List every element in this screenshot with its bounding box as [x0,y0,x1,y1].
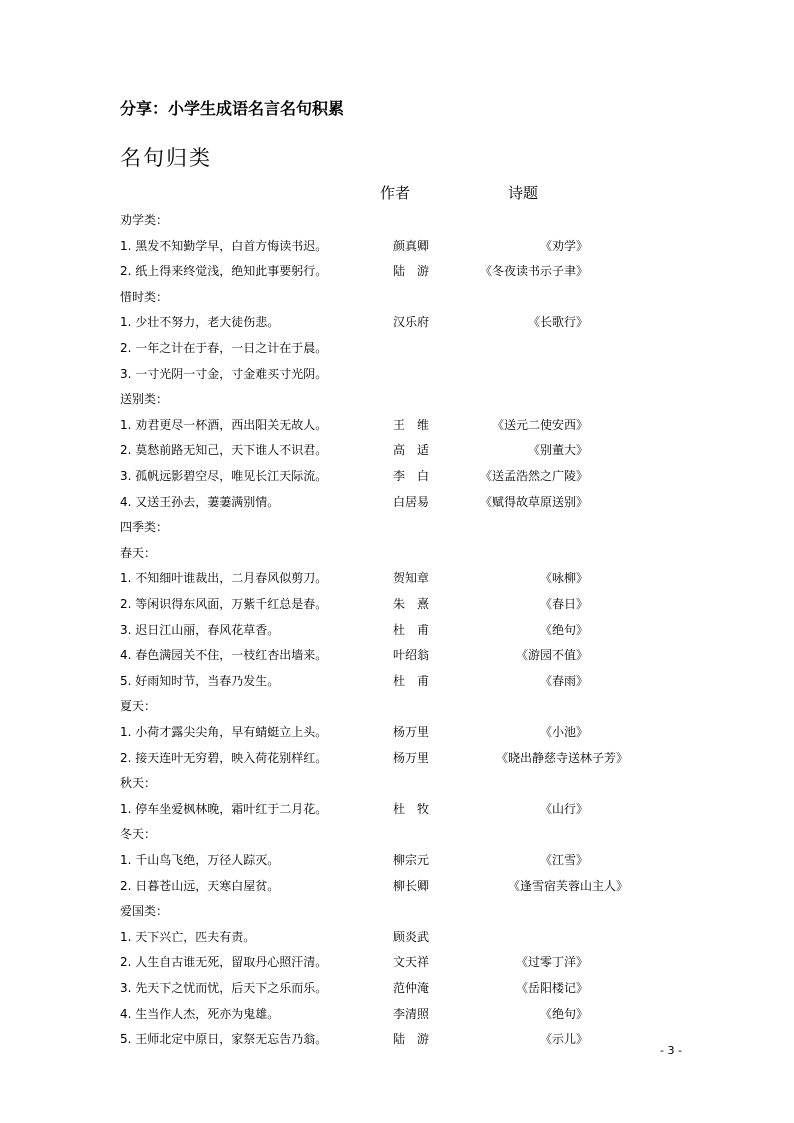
verse-row [120,671,680,691]
verse-poem-title: 《示儿》 [539,1032,588,1047]
verse-text: 送别类： [120,392,169,407]
verse-author: 王 维 [393,417,430,432]
verse-row [120,978,680,998]
verse-author: 白居易 [393,494,430,509]
verse-poem-title: 《过零丁洋》 [515,955,588,970]
verse-text: 爱国类： [120,904,169,919]
verse-author: 杜 甫 [393,673,430,688]
verse-author: 陆 游 [393,264,430,279]
verse-author: 柳长卿 [393,878,430,893]
verse-row [120,492,680,512]
verse-poem-title: 《游园不值》 [515,648,588,663]
verse-author: 颜真卿 [393,238,430,253]
verse-row [120,287,680,307]
verse-row [120,466,680,486]
verse-row [120,261,680,281]
verse-row [120,364,680,384]
verse-row [120,338,680,358]
verse-row [120,850,680,870]
verse-poem-title: 《岳阳楼记》 [515,981,588,995]
verse-author: 李清照 [393,1006,430,1021]
verse-poem-title: 《春雨》 [539,673,588,688]
verse-row [120,824,680,844]
verse-row [120,952,680,972]
verse-text: 5. 王师北定中原日，家祭无忘告乃翁。 [120,1032,328,1047]
verse-author: 汉乐府 [393,315,430,330]
verse-poem-title: 《山行》 [539,801,588,816]
poem-column-header: 诗题 [508,184,539,202]
verse-text: 1. 不知细叶谁裁出，二月春风似剪刀。 [120,571,328,586]
verse-text: 秋天： [120,776,157,791]
verse-author: 叶绍翁 [393,648,430,663]
page-number: - 3 - [660,1044,682,1057]
verse-poem-title: 《送孟浩然之广陵》 [479,469,588,483]
verse-text: 1. 劝君更尽一杯酒，西出阳关无故人。 [120,417,328,432]
verse-text: 2. 人生自古谁无死，留取丹心照汗清。 [120,955,328,970]
verse-author: 柳宗元 [393,853,430,867]
verse-row [120,1029,680,1049]
verse-row [120,389,680,409]
verse-row [120,594,680,614]
verse-row [120,236,680,256]
section-heading: 名句归类 [120,146,212,170]
verse-row [120,568,680,588]
verse-text: 3. 先天下之忧而忧，后天下之乐而乐。 [120,981,328,995]
verse-poem-title: 《江雪》 [539,853,588,867]
verse-poem-title: 《别董大》 [527,443,588,458]
verse-poem-title: 《逢雪宿芙蓉山主人》 [507,878,628,893]
verse-text: 夏天： [120,699,157,714]
verse-text: 2. 日暮苍山远，天寒白屋贫。 [120,878,280,893]
document-title: 分享：小学生成语名言名句积累 [120,99,345,118]
verse-poem-title: 《咏柳》 [539,571,588,586]
verse-text: 3. 迟日江山丽，春风花草香。 [120,622,280,637]
verse-poem-title: 《小池》 [539,725,588,739]
verse-author: 贺知章 [393,571,430,586]
verse-text: 劝学类： [120,213,169,227]
verse-text: 4. 生当作人杰，死亦为鬼雄。 [120,1006,280,1021]
verse-text: 2. 接天连叶无穷碧，映入荷花别样红。 [120,750,328,765]
verse-poem-title: 《绝句》 [539,1006,588,1021]
verse-row [120,645,680,665]
verse-text: 5. 好雨知时节，当春乃发生。 [120,673,280,688]
verse-author: 范仲淹 [393,981,430,995]
verse-poem-title: 《送元二使安西》 [491,417,588,432]
verse-author: 高 适 [393,443,430,458]
verse-row [120,517,680,537]
verse-text: 1. 天下兴亡，匹夫有责。 [120,929,256,944]
verse-author: 朱 熹 [393,597,430,611]
verse-row [120,543,680,563]
verse-row [120,748,680,768]
verse-text: 3. 孤帆远影碧空尽，唯见长江天际流。 [120,469,328,483]
verse-text: 4. 春色满园关不住，一枝红杏出墙来。 [120,648,328,663]
verse-poem-title: 《冬夜读书示子聿》 [479,264,588,279]
verse-row [120,876,680,896]
verse-author: 顾炎武 [393,929,430,944]
verse-row [120,312,680,332]
verse-text: 2. 纸上得来终觉浅，绝知此事要躬行。 [120,264,328,279]
verse-text: 1. 少壮不努力，老大徒伤悲。 [120,315,280,330]
verse-text: 2. 等闲识得东风面，万紫千红总是春。 [120,597,328,611]
verse-text: 2. 一年之计在于春，一日之计在于晨。 [120,341,328,355]
verse-author: 李 白 [393,469,430,483]
verse-text: 1. 千山鸟飞绝，万径人踪灭。 [120,853,280,867]
verse-row [120,799,680,819]
verse-row [120,210,680,230]
verse-text: 四季类： [120,520,169,535]
verse-author: 文天祥 [393,955,430,970]
verse-row [120,901,680,921]
verse-row [120,620,680,640]
verse-poem-title: 《春日》 [539,597,588,611]
verse-text: 1. 黑发不知勤学早，白首方悔读书迟。 [120,238,328,253]
verse-row [120,722,680,742]
verse-text: 1. 小荷才露尖尖角，早有蜻蜓立上头。 [120,725,328,739]
verse-author: 杜 甫 [393,622,430,637]
verse-text: 春天： [120,545,157,560]
verse-author: 杨万里 [393,725,430,739]
verse-author: 杜 牧 [393,801,430,816]
verse-row [120,773,680,793]
verse-poem-title: 《晓出静慈寺送林子芳》 [495,750,628,765]
verse-row [120,927,680,947]
verse-row [120,415,680,435]
verse-text: 1. 停车坐爱枫林晚，霜叶红于二月花。 [120,801,328,816]
author-column-header: 作者 [380,184,411,202]
verse-poem-title: 《赋得故草原送别》 [479,494,588,509]
verse-text: 3. 一寸光阴一寸金，寸金难买寸光阴。 [120,366,328,381]
verse-row [120,440,680,460]
verse-poem-title: 《长歌行》 [527,315,588,330]
verse-text: 冬天： [120,827,157,842]
verse-author: 杨万里 [393,750,430,765]
verse-poem-title: 《劝学》 [539,238,588,253]
verse-row [120,1004,680,1024]
verse-text: 惜时类： [120,289,169,304]
verse-author: 陆 游 [393,1032,430,1047]
verse-poem-title: 《绝句》 [539,622,588,637]
verse-text: 2. 莫愁前路无知己，天下谁人不识君。 [120,443,328,458]
verse-text: 4. 又送王孙去，萋萋满别情。 [120,494,280,509]
verse-row [120,696,680,716]
